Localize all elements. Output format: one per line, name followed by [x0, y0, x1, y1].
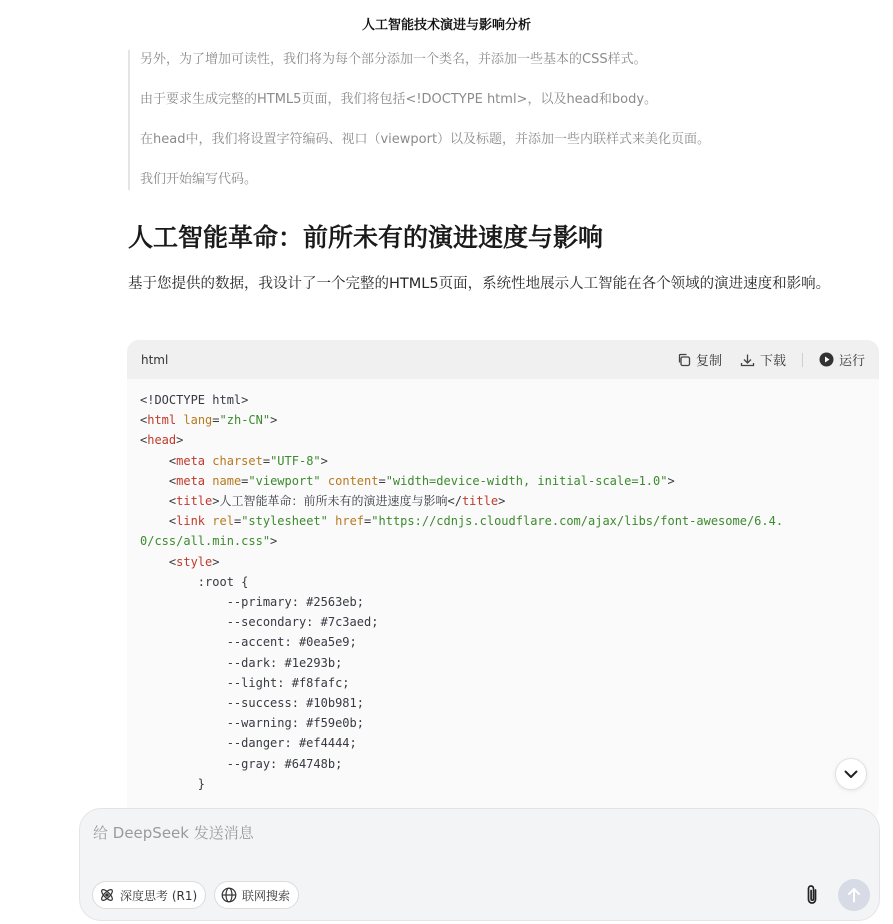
- code-string: "viewport": [248, 473, 321, 488]
- code-css-var: --secondary: #7c3aed;: [226, 615, 379, 630]
- code-attr: href: [335, 514, 365, 529]
- paperclip-icon: [803, 884, 821, 906]
- code-css-var: --light: #f8fafc;: [226, 675, 350, 690]
- play-icon: [819, 352, 834, 367]
- code-string: "UTF-8": [270, 453, 321, 468]
- download-label: 下载: [759, 354, 786, 369]
- code-tag: style: [176, 554, 213, 569]
- thinking-line: 我们开始编写代码。: [140, 172, 258, 187]
- code-attr: charset: [212, 453, 263, 468]
- download-button[interactable]: [740, 350, 786, 369]
- thinking-block: [128, 50, 868, 190]
- code-tag: link: [176, 514, 206, 529]
- code-block-header: [127, 340, 879, 379]
- code-attr: lang: [183, 413, 213, 428]
- web-search-label: 联网搜索: [242, 888, 291, 903]
- code-tag: head: [147, 433, 177, 448]
- message-input[interactable]: [93, 824, 853, 842]
- copy-icon: [677, 353, 691, 367]
- code-selector: :root {: [197, 574, 249, 589]
- download-icon: [740, 353, 755, 367]
- code-css-var: --accent: #0ea5e9;: [226, 635, 357, 650]
- deep-think-label: 深度思考 (R1): [120, 888, 198, 903]
- code-tag: meta: [176, 473, 206, 488]
- code-block: [127, 340, 879, 820]
- scroll-to-bottom-button[interactable]: [835, 758, 867, 790]
- code-tag: title: [176, 494, 213, 509]
- atom-icon: [99, 887, 115, 903]
- arrow-up-icon: [847, 887, 861, 903]
- thinking-line: 在head中，我们将设置字符编码、视口（viewport）以及标题，并添加一些内联样式来美化页面。: [140, 132, 711, 147]
- globe-icon: [221, 887, 237, 903]
- code-css-var: --dark: #1e293b;: [226, 655, 343, 670]
- code-attr: content: [327, 473, 379, 488]
- chevron-down-icon: [844, 770, 858, 779]
- code-string: 0/css/all.min.css": [140, 534, 271, 549]
- copy-label: 复制: [695, 354, 722, 369]
- copy-button[interactable]: [677, 350, 722, 369]
- code-attr: rel: [212, 514, 234, 529]
- message-composer: [79, 808, 880, 921]
- web-search-toggle[interactable]: [214, 881, 299, 909]
- code-css-var: --danger: #ef4444;: [226, 736, 357, 751]
- code-actions: [677, 350, 865, 369]
- code-language-label: html: [141, 352, 169, 367]
- answer-intro: 基于您提供的数据，我设计了一个完整的HTML5页面，系统性地展示人工智能在各个领域的演进速度和影响。: [128, 276, 831, 292]
- run-label: 运行: [838, 354, 865, 369]
- send-button[interactable]: [838, 879, 870, 911]
- code-css-var: --warning: #f59e0b;: [226, 716, 364, 731]
- deep-think-toggle[interactable]: [92, 881, 206, 909]
- answer-heading: 人工智能革命：前所未有的演进速度与影响: [128, 223, 604, 252]
- thinking-line: 另外，为了增加可读性，我们将为每个部分添加一个类名，并添加一些基本的CSS样式。: [140, 52, 647, 67]
- divider: [802, 353, 803, 367]
- code-tag: html: [147, 413, 177, 428]
- code-text: 人工智能革命：前所未有的演进速度与影响: [219, 494, 448, 509]
- attach-button[interactable]: [799, 882, 825, 908]
- code-css-var: --primary: #2563eb;: [226, 595, 364, 610]
- thinking-line: 由于要求生成完整的HTML5页面，我们将包括<!DOCTYPE html>，以及head和body。: [140, 92, 658, 107]
- code-brace: }: [197, 776, 206, 791]
- code-attr: name: [212, 473, 242, 488]
- code-string: "stylesheet": [241, 514, 328, 529]
- code-content: <!DOCTYPE html> <html lang="zh-CN"> <head> <meta charset="UTF-8"> <meta name="viewport" content="width=device-width, initial-scale=1.0"> <title>人工智能革命：前所未有的演进速度与影响</title> <link rel="stylesheet" href="https://cdnjs.cloudflare.com/ajax/libs/font-awesome/6.4. 0/css/all.min.css"> <style> :root { --primary: #2563eb; --secondary: #7c3aed; --accent: #0ea5e9; --dark: #1e293b; --light: #f8fafc; --success: #10b981; --warning: #f59e0b; --danger: #ef4444; --gray: #64748b; }: [140, 393, 784, 791]
- code-css-var: --gray: #64748b;: [226, 756, 343, 771]
- code-string: "zh-CN": [219, 413, 271, 428]
- run-button[interactable]: [819, 350, 865, 369]
- code-tag: meta: [176, 453, 206, 468]
- code-doctype: <!DOCTYPE html>: [140, 393, 249, 407]
- conversation-title: 人工智能技术演进与影响分析: [361, 18, 531, 33]
- code-string: "https://cdnjs.cloudflare.com/ajax/libs/font-awesome/6.4.: [371, 514, 784, 529]
- code-string: "width=device-width, initial-scale=1.0": [385, 473, 668, 488]
- code-css-var: --success: #10b981;: [226, 696, 364, 711]
- code-tag: title: [461, 494, 499, 509]
